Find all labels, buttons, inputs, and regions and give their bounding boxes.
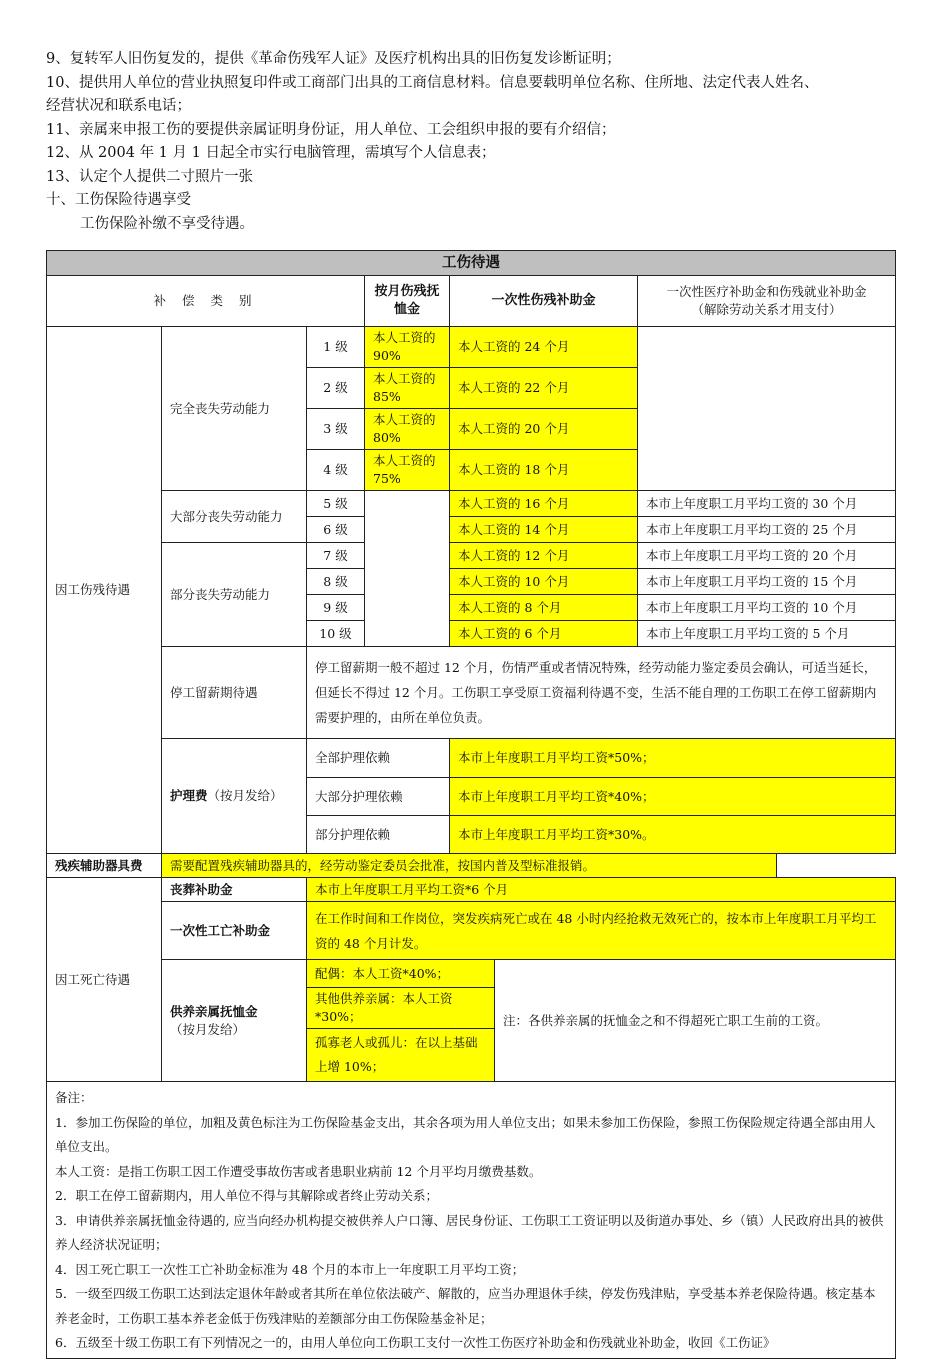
table-row	[47, 878, 896, 902]
intro-line: 13、认定个人提供二寸照片一张	[46, 168, 253, 185]
monthly-cell: 本人工资的 90%	[365, 327, 450, 368]
group-partial: 部分丧失劳动能力	[162, 543, 307, 647]
level-cell: 5 级	[307, 491, 365, 517]
onetime-cell: 本人工资的 22 个月	[450, 368, 638, 409]
dependent-item: 孤寡老人或孤儿：在以上基础上增 10%；	[307, 1029, 495, 1082]
nursing-value: 本市上年度职工月平均工资*50%；	[450, 739, 896, 778]
onetime-cell: 本人工资的 24 个月	[450, 327, 638, 368]
notes-row	[47, 1082, 896, 1359]
intro-line: 10、提供用人单位的营业执照复印件或工商部门出具的工商信息材料。信息要载明单位名称、住所地、法定代表人姓名、	[46, 74, 819, 91]
table-row	[47, 739, 896, 778]
level-cell: 2 级	[307, 368, 365, 409]
stop-pay-label: 停工留薪期待遇	[162, 647, 307, 739]
medical-cell: 本市上年度职工月平均工资的 5 个月	[638, 621, 896, 647]
note-item: 2．职工在停工留薪期内，用人单位不得与其解除或者终止劳动关系；	[55, 1188, 438, 1203]
dependents-label-bold: 供养亲属抚恤金	[170, 1003, 258, 1019]
death-label: 因工死亡待遇	[47, 878, 162, 1082]
table-row	[47, 543, 896, 569]
level-cell: 9 级	[307, 595, 365, 621]
note-item: 1．参加工伤保险的单位，加粗及黄色标注为工伤保险基金支出，其余各项为用人单位支出；如果未参加工伤保险，参照工伤保险规定待遇全部由用人单位支出。	[55, 1114, 876, 1154]
level-cell: 6 级	[307, 517, 365, 543]
aid-label: 残疾辅助器具费	[47, 854, 162, 878]
header-medical-line2: （解除劳动关系才用支付）	[691, 302, 842, 317]
level-cell: 4 级	[307, 450, 365, 491]
nursing-label-rest: （按月发给）	[207, 788, 283, 803]
funeral-label: 丧葬补助金	[162, 878, 307, 902]
level-cell: 1 级	[307, 327, 365, 368]
table-row	[47, 960, 896, 988]
dependents-note: 注：各供养亲属的抚恤金之和不得超死亡职工生前的工资。	[495, 960, 896, 1082]
header-onetime: 一次性伤残补助金	[450, 276, 638, 327]
notes-heading: 备注：	[55, 1090, 93, 1105]
onetime-cell: 本人工资的 16 个月	[450, 491, 638, 517]
section-heading: 十、工伤保险待遇享受	[46, 192, 191, 208]
monthly-cell: 本人工资的 85%	[365, 368, 450, 409]
medical-empty	[638, 327, 896, 491]
dependents-label-rest: （按月发给）	[170, 1021, 246, 1037]
intro-line: 11、亲属来申报工伤的要提供亲属证明身份证，用人单位、工会组织申报的要有介绍信；	[46, 121, 616, 138]
note-item: 4．因工死亡职工一次性工亡补助金标准为 48 个月的本市上一年度职工月平均工资；	[55, 1261, 525, 1277]
table-row	[47, 491, 896, 517]
dependents-label	[162, 960, 307, 1082]
onetime-cell: 本人工资的 18 个月	[450, 450, 638, 491]
dependent-item: 配偶：本人工资*40%；	[307, 960, 495, 988]
monthly-empty	[365, 491, 450, 647]
level-cell: 10 级	[307, 621, 365, 647]
medical-cell: 本市上年度职工月平均工资的 10 个月	[638, 595, 896, 621]
onetime-cell: 本人工资的 10 个月	[450, 569, 638, 595]
table-title: 工伤待遇	[47, 251, 896, 276]
header-monthly: 按月伤残抚恤金	[365, 276, 450, 327]
note-item: 5．一级至四级工伤职工达到法定退休年龄或者其所在单位依法破产、解散的，应当办理退休手续，停发伤残津贴，享受基本养老保险待遇。核定基本养老金时，工伤职工基本养老金低于伤残津贴的差额部分由工伤保险基金补足；	[55, 1286, 876, 1326]
note-item: 3．申请供养亲属抚恤金待遇的, 应当向经办机构提交被供养人户口簿、居民身份证、工伤职工工资证明以及街道办事处、乡（镇）人民政府出具的被供养人经济状况证明；	[55, 1212, 884, 1252]
table-row	[47, 854, 896, 878]
nursing-type: 部分护理依赖	[307, 816, 450, 854]
level-cell: 8 级	[307, 569, 365, 595]
intro-line: 9、复转军人旧伤复发的，提供《革命伤残军人证》及医疗机构出具的旧伤复发诊断证明；	[46, 51, 621, 67]
funeral-text: 本市上年度职工月平均工资*6 个月	[307, 878, 896, 902]
level-cell: 3 级	[307, 409, 365, 450]
medical-cell: 本市上年度职工月平均工资的 30 个月	[638, 491, 896, 517]
dependent-item: 其他供养亲属：本人工资*30%；	[307, 988, 495, 1029]
header-category: 补 偿 类 别	[47, 276, 365, 327]
table-row	[47, 327, 896, 368]
intro-line: 12、从 2004 年 1 月 1 日起全市实行电脑管理，需填写个人信息表；	[46, 145, 496, 161]
group-full: 完全丧失劳动能力	[162, 327, 307, 491]
aid-text: 需要配置残疾辅助器具的，经劳动鉴定委员会批准，按国内普及型标准报销。	[162, 854, 777, 878]
medical-cell: 本市上年度职工月平均工资的 25 个月	[638, 517, 896, 543]
monthly-cell: 本人工资的 80%	[365, 409, 450, 450]
nursing-label	[162, 739, 307, 854]
nursing-label-bold: 护理费	[170, 788, 208, 803]
nursing-type: 全部护理依赖	[307, 739, 450, 778]
onetime-cell: 本人工资的 6 个月	[450, 621, 638, 647]
note-item: 本人工资：是指工伤职工因工作遭受事故伤害或者患职业病前 12 个月平均月缴费基数。	[55, 1163, 542, 1179]
death-onetime-label: 一次性工亡补助金	[162, 902, 307, 960]
note-item: 6．五级至十级工伤职工有下列情况之一的，由用人单位向工伤职工支付一次性工伤医疗补助金和伤残就业补助金，收回《工伤证》	[55, 1335, 776, 1350]
death-onetime-text: 在工作时间和工作岗位，突发疾病死亡或在 48 小时内经抢救无效死亡的，按本市上年度职工月平均工资的 48 个月计发。	[307, 902, 896, 960]
header-medical	[638, 276, 896, 327]
onetime-cell: 本人工资的 12 个月	[450, 543, 638, 569]
notes-cell	[47, 1082, 896, 1359]
nursing-value: 本市上年度职工月平均工资*40%；	[450, 778, 896, 816]
medical-cell: 本市上年度职工月平均工资的 15 个月	[638, 569, 896, 595]
intro-line: 经营状况和联系电话；	[46, 98, 191, 114]
table-row	[47, 647, 896, 739]
monthly-cell: 本人工资的 75%	[365, 450, 450, 491]
intro-text	[46, 48, 946, 236]
onetime-cell: 本人工资的 20 个月	[450, 409, 638, 450]
benefits-table	[46, 250, 896, 1359]
medical-cell: 本市上年度职工月平均工资的 20 个月	[638, 543, 896, 569]
intro-line: 工伤保险补缴不享受待遇。	[80, 215, 254, 232]
onetime-cell: 本人工资的 8 个月	[450, 595, 638, 621]
nursing-type: 大部分护理依赖	[307, 778, 450, 816]
level-cell: 7 级	[307, 543, 365, 569]
header-medical-line1: 一次性医疗补助金和伤残就业补助金	[666, 284, 867, 299]
stop-pay-text: 停工留薪期一般不超过 12 个月，伤情严重或者情况特殊，经劳动能力鉴定委员会确认，可适当延长，但延长不得过 12 个月。工伤职工享受原工资福利待遇不变，生活不能自理的工伤职工在停工留薪期内需要护理的，由所在单位负责。	[307, 647, 896, 739]
table-row	[47, 902, 896, 960]
onetime-cell: 本人工资的 14 个月	[450, 517, 638, 543]
nursing-value: 本市上年度职工月平均工资*30%。	[450, 816, 896, 854]
group-major: 大部分丧失劳动能力	[162, 491, 307, 543]
disability-label: 因工伤残待遇	[47, 327, 162, 854]
